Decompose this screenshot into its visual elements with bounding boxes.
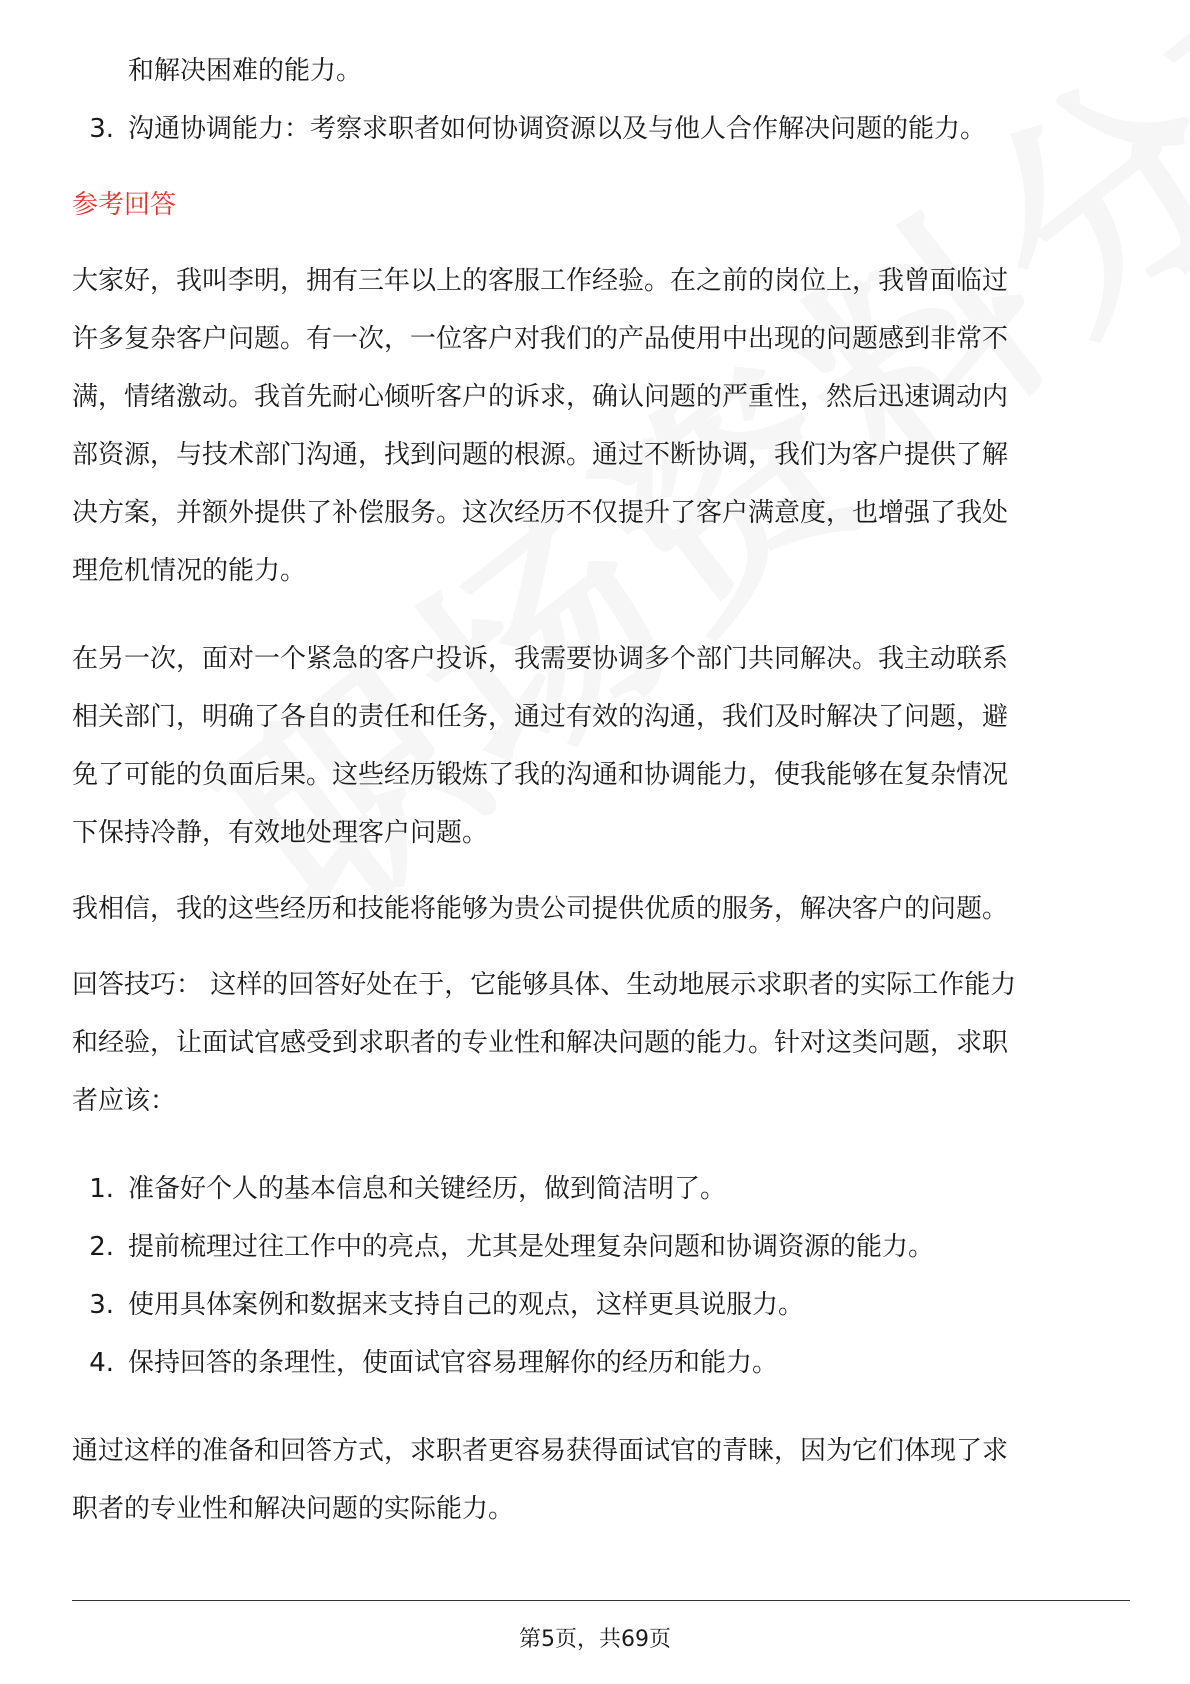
list-item-text: 沟通协调能力：考察求职者如何协调资源以及与他人合作解决问题的能力。	[128, 114, 987, 144]
list-item-text: 使用具体案例和数据来支持自己的观点，这样更具说服力。	[128, 1290, 805, 1320]
answer-paragraph-3	[72, 880, 1130, 938]
tip-item-4	[72, 1334, 1130, 1392]
list-item-3	[72, 100, 1130, 158]
paragraph-line: 许多复杂客户问题。有一次，一位客户对我们的产品使用中出现的问题感到非常不	[72, 324, 1009, 354]
list-item-text: 准备好个人的基本信息和关键经历，做到简洁明了。	[128, 1174, 727, 1204]
list-number: 4.	[89, 1348, 114, 1378]
paragraph-line: 回答技巧： 这样的回答好处在于，它能够具体、生动地展示求职者的实际工作能力	[72, 970, 1017, 1000]
paragraph-line: 相关部门，明确了各自的责任和任务，通过有效的沟通，我们及时解决了问题，避	[72, 702, 1009, 732]
paragraph-line: 下保持冷静，有效地处理客户问题。	[72, 818, 489, 848]
paragraph-line: 理危机情况的能力。	[72, 556, 307, 586]
tip-item-1	[72, 1160, 1130, 1218]
paragraph-line: 者应该：	[72, 1086, 177, 1116]
answer-paragraph-1	[72, 252, 1130, 600]
page-number: 第5页，共69页	[519, 1627, 671, 1652]
list-number: 2.	[89, 1232, 114, 1262]
tips-list	[72, 1160, 1130, 1392]
paragraph-line: 满，情绪激动。我首先耐心倾听客户的诉求，确认问题的严重性，然后迅速调动内	[72, 382, 1009, 412]
list-number: 3.	[89, 1290, 114, 1320]
tips-paragraph	[72, 956, 1130, 1130]
answer-paragraph-2	[72, 630, 1130, 862]
paragraph-line: 我相信，我的这些经历和技能将能够为贵公司提供优质的服务，解决客户的问题。	[72, 894, 1009, 924]
paragraph-line: 和经验，让面试官感受到求职者的专业性和解决问题的能力。针对这类问题，求职	[72, 1028, 1009, 1058]
paragraph-line: 大家好，我叫李明，拥有三年以上的客服工作经验。在之前的岗位上，我曾面临过	[72, 266, 1009, 296]
conclusion-paragraph	[72, 1422, 1130, 1538]
page-content	[72, 42, 1130, 1538]
list-item-text: 提前梳理过往工作中的亮点，尤其是处理复杂问题和协调资源的能力。	[128, 1232, 935, 1262]
paragraph-line: 部资源，与技术部门沟通，找到问题的根源。通过不断协调，我们为客户提供了解	[72, 440, 1009, 470]
tip-item-3	[72, 1276, 1130, 1334]
tip-item-2	[72, 1218, 1130, 1276]
paragraph-line: 职者的专业性和解决问题的实际能力。	[72, 1494, 515, 1524]
list-number: 3.	[89, 114, 114, 144]
paragraph-line: 在另一次，面对一个紧急的客户投诉，我需要协调多个部门共同解决。我主动联系	[72, 644, 1009, 674]
paragraph-line: 决方案，并额外提供了补偿服务。这次经历不仅提升了客户满意度，也增强了我处	[72, 498, 1009, 528]
paragraph-line: 免了可能的负面后果。这些经历锻炼了我的沟通和协调能力，使我能够在复杂情况	[72, 760, 1009, 790]
list-continuation-line: 和解决困难的能力。	[128, 56, 363, 86]
footer-divider	[72, 1600, 1130, 1601]
list-item-text: 保持回答的条理性，使面试官容易理解你的经历和能力。	[128, 1348, 779, 1378]
paragraph-line: 通过这样的准备和回答方式，求职者更容易获得面试官的青睐，因为它们体现了求	[72, 1436, 1009, 1466]
list-number: 1.	[89, 1174, 114, 1204]
section-title: 参考回答	[72, 190, 177, 220]
